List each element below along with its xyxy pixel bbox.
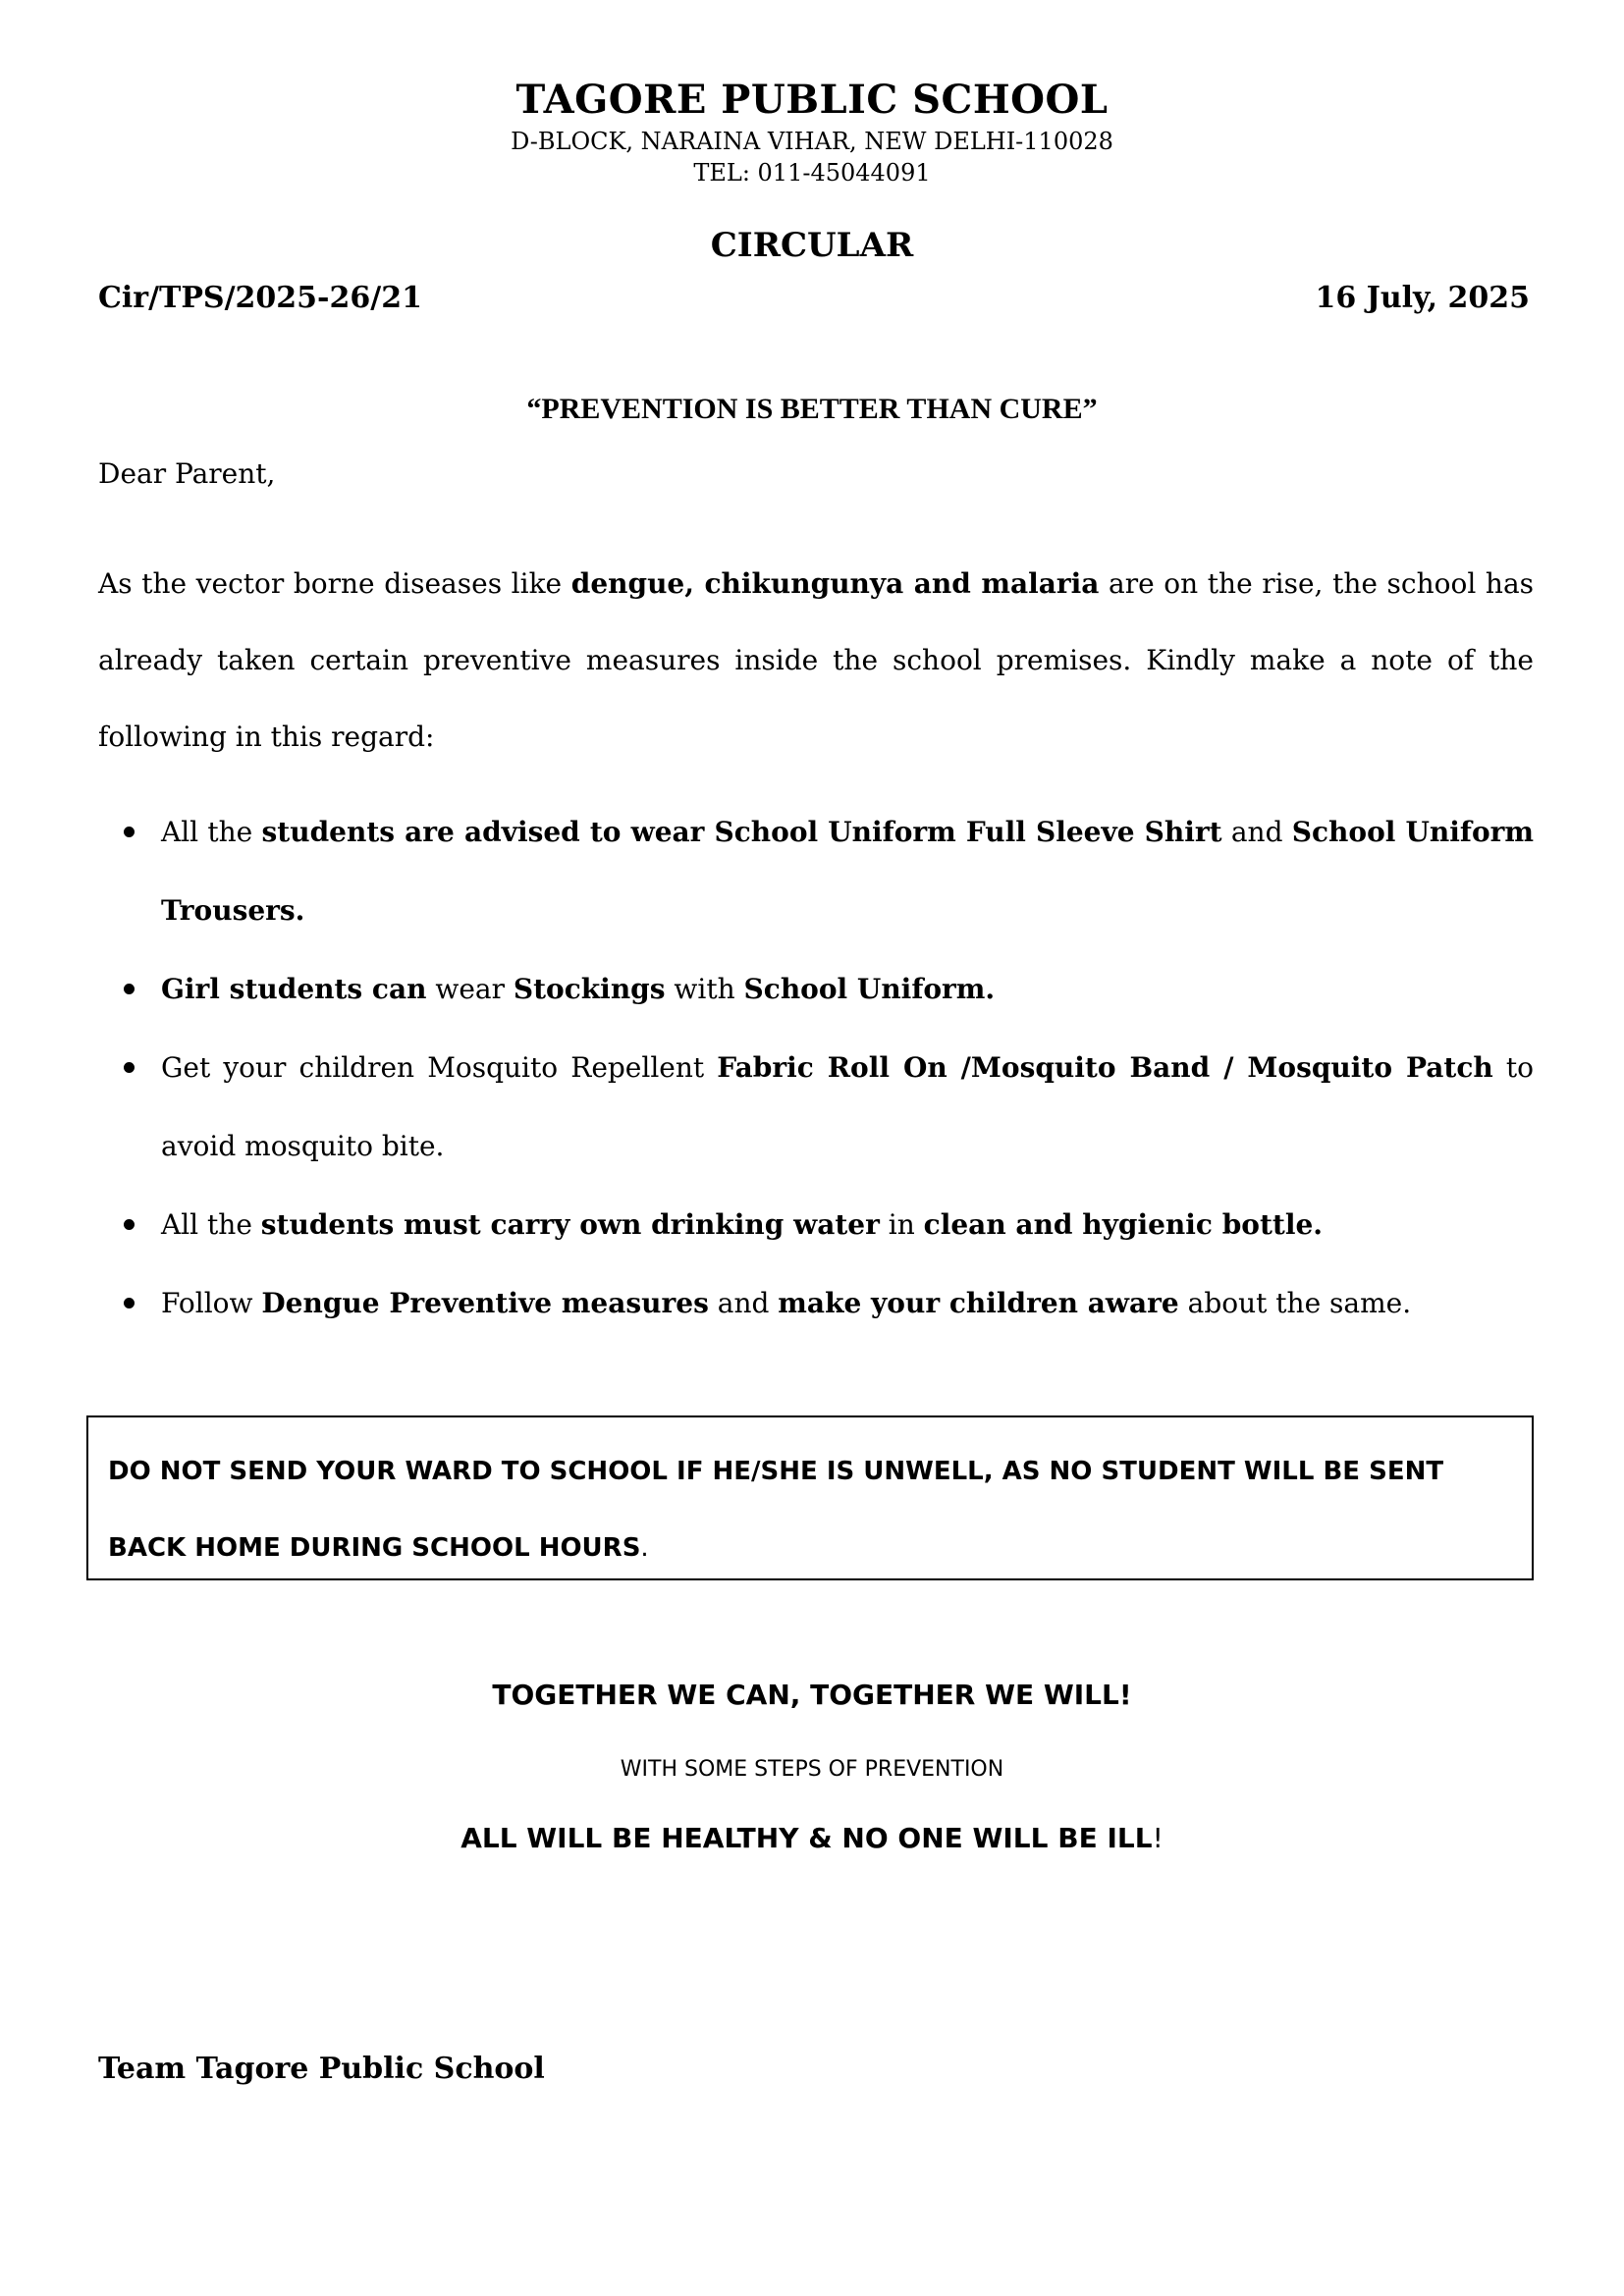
bullet-icon — [124, 827, 135, 837]
slogan-line-1: TOGETHER WE CAN, TOGETHER WE WILL! — [492, 1679, 1132, 1711]
intro-diseases: dengue, chikungunya and malaria — [570, 567, 1100, 600]
slogan-line-3-end: ! — [1152, 1822, 1164, 1854]
list-item — [98, 950, 1534, 1029]
list-item — [98, 793, 1534, 950]
intro-text-2: are on the rise, the school has already taken certain preventive measures inside the school premises. Kindly make a note of the following in this regard: — [98, 567, 1535, 753]
bullet-icon — [124, 1062, 135, 1073]
list-item — [98, 1029, 1534, 1186]
list-item-text: students must carry own drinking water — [260, 1208, 880, 1241]
list-item-text: to avoid mosquito bite. — [161, 1051, 1535, 1162]
list-item-text: in — [879, 1208, 924, 1241]
document-title: CIRCULAR — [710, 226, 914, 265]
list-item-text: clean and hygienic bottle. — [923, 1208, 1324, 1241]
list-item-text: Follow — [161, 1287, 262, 1319]
measures-list — [98, 793, 1534, 1343]
school-name: TAGORE PUBLIC SCHOOL — [515, 77, 1109, 123]
school-telephone: TEL: 011-45044091 — [693, 159, 931, 187]
list-item — [98, 1264, 1534, 1343]
list-item-text: and — [1221, 816, 1292, 848]
list-item-text: Get your children Mosquito Repellent — [161, 1051, 718, 1084]
list-item-text: All the — [161, 1208, 261, 1241]
warning-box — [86, 1415, 1534, 1580]
bullet-icon — [124, 984, 135, 994]
motto-heading: “PREVENTION IS BETTER THAN CURE” — [526, 393, 1098, 425]
signoff: Team Tagore Public School — [98, 2052, 545, 2086]
slogan-line-3 — [0, 1822, 1624, 1854]
list-item-text: School Uniform Trousers. — [161, 816, 1535, 927]
intro-paragraph — [98, 546, 1534, 775]
reference-number: Cir/TPS/2025-26/21 — [98, 281, 422, 315]
list-item-text: School Uniform. — [743, 973, 996, 1005]
bullet-icon — [124, 1219, 135, 1230]
list-item-text: and — [708, 1287, 779, 1319]
school-address: D-BLOCK, NARAINA VIHAR, NEW DELHI-110028 — [511, 128, 1113, 155]
salutation: Dear Parent, — [98, 457, 276, 490]
list-item-text: Dengue Preventive measures — [261, 1287, 709, 1319]
list-item-text: students are advised to wear School Uniform Full Sleeve Shirt — [261, 816, 1222, 848]
list-item-text: with — [665, 973, 744, 1005]
warning-text: DO NOT SEND YOUR WARD TO SCHOOL IF HE/SHE IS UNWELL, AS NO STUDENT WILL BE SENT BACK HOME DURING SCHOOL HOURS — [108, 1457, 1444, 1563]
bullet-icon — [124, 1298, 135, 1308]
list-item-text: wear — [426, 973, 514, 1005]
list-item-text: about the same. — [1178, 1287, 1412, 1319]
slogan-line-3-text: ALL WILL BE HEALTHY & NO ONE WILL BE ILL — [460, 1822, 1153, 1854]
circular-date: 16 July, 2025 — [1315, 281, 1530, 315]
list-item-text: make your children aware — [778, 1287, 1179, 1319]
list-item — [98, 1186, 1534, 1264]
slogan-line-2: WITH SOME STEPS OF PREVENTION — [620, 1757, 1004, 1782]
list-item-text: Fabric Roll On /Mosquito Band / Mosquito Patch — [717, 1051, 1493, 1084]
list-item-text: Stockings — [513, 973, 666, 1005]
list-item-text: Girl students can — [161, 973, 427, 1005]
list-item-text: All the — [161, 816, 262, 848]
intro-text-1: As the vector borne diseases like — [98, 567, 571, 600]
warning-period: . — [640, 1533, 649, 1563]
